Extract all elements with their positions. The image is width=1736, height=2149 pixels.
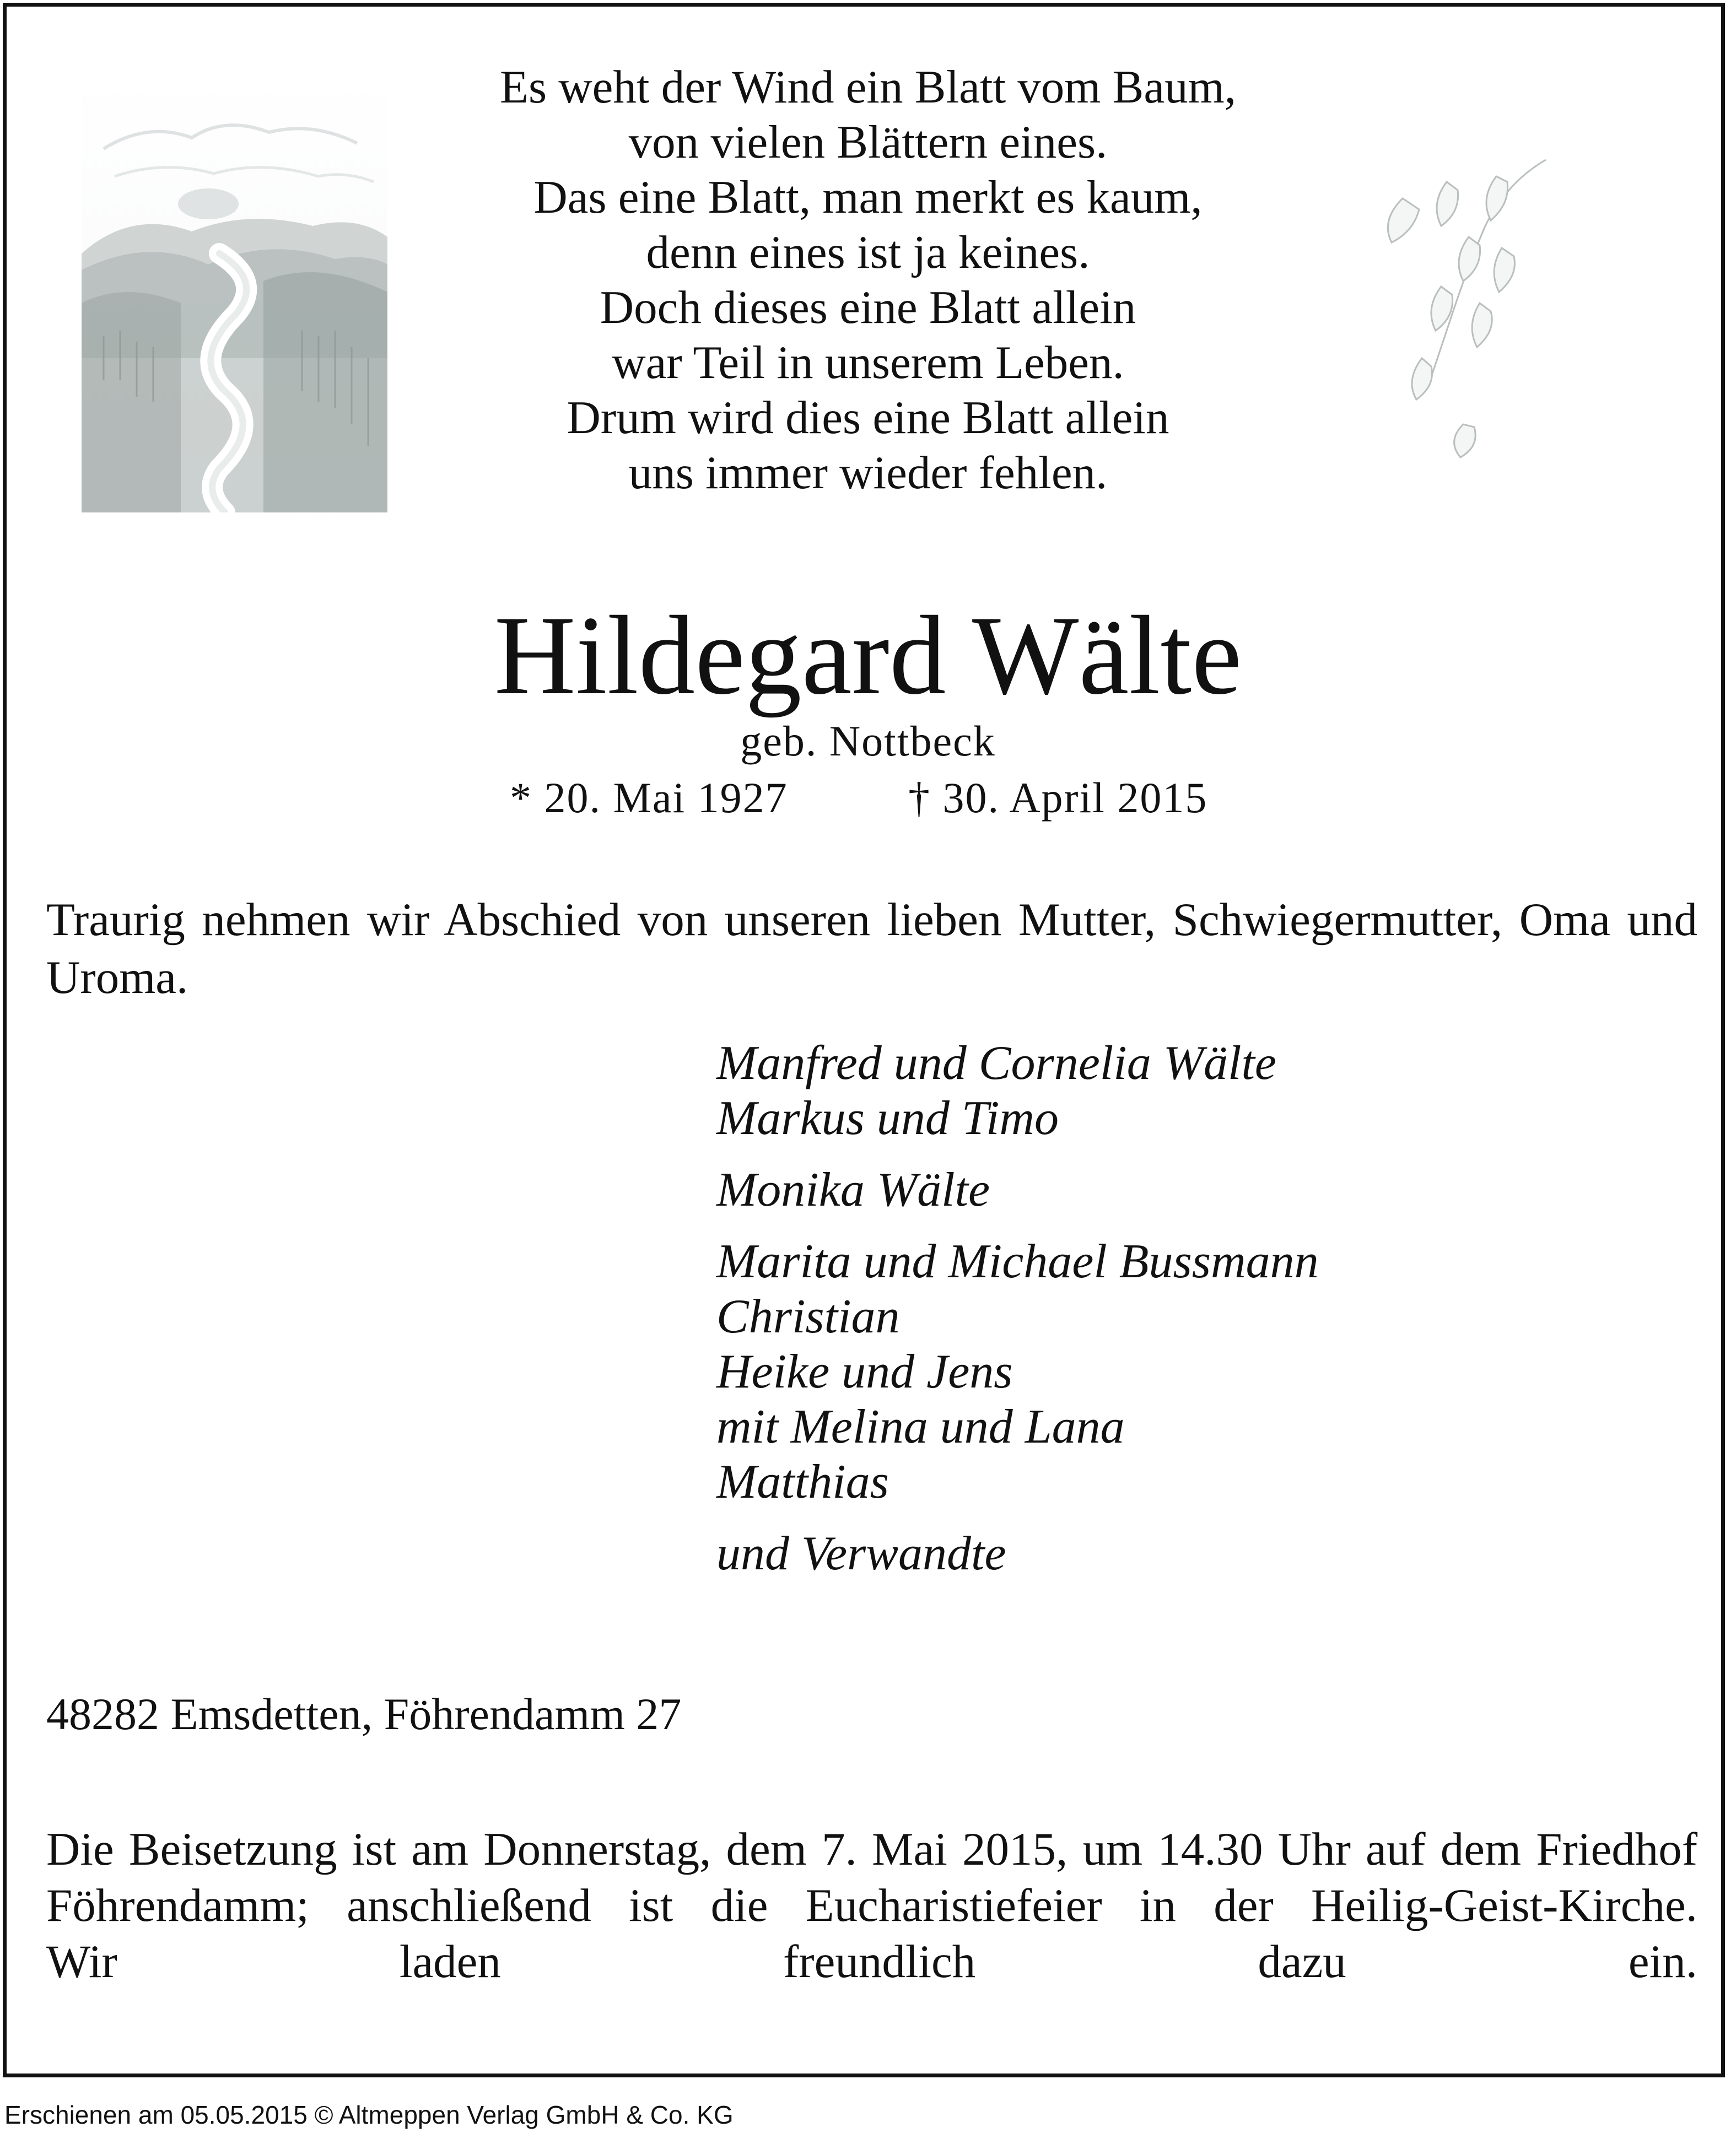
birth-date: * 20. Mai 1927 <box>510 774 788 822</box>
deceased-name: Hildegard Wälte <box>494 593 1242 718</box>
death-date: † 30. April 2015 <box>908 774 1208 822</box>
service-line: Föhrendamm; anschließend ist die Eucharistiefeier in der Heilig-Geist-Kirche. <box>46 1880 1697 1931</box>
address: 48282 Emsdetten, Föhrendamm 27 <box>46 1689 682 1739</box>
poem-line: uns immer wieder fehlen. <box>628 447 1108 499</box>
family-member: Marita und Michael Bussmann <box>716 1235 1319 1288</box>
maiden-name: geb. Nottbeck <box>740 717 996 765</box>
poem-line: Doch dieses eine Blatt allein <box>600 282 1136 333</box>
family-member: Manfred und Cornelia Wälte <box>716 1036 1276 1090</box>
poem-line: Drum wird dies eine Blatt allein <box>567 392 1169 444</box>
family-group <box>716 1163 1319 1218</box>
family-member: mit Melina und Lana <box>716 1400 1125 1454</box>
family-group <box>716 1526 1319 1581</box>
service-line: Die Beisetzung ist am Donnerstag, dem 7. Mai 2015, um 14.30 Uhr auf dem Friedhof <box>46 1823 1697 1875</box>
poem-line: von vielen Blättern eines. <box>628 116 1108 168</box>
family-member: Christian <box>716 1290 900 1343</box>
family-group <box>716 1234 1319 1510</box>
family-member: Markus und Timo <box>716 1092 1059 1145</box>
family-member: und Verwandte <box>716 1527 1006 1580</box>
poem <box>0 60 1736 500</box>
poem-line: Das eine Blatt, man merkt es kaum, <box>533 171 1203 223</box>
family-member: Matthias <box>716 1455 889 1509</box>
service-line: Wir laden freundlich dazu ein. <box>46 1936 1697 1988</box>
farewell-text: Traurig nehmen wir Abschied von unseren lieben Mutter, Schwiegermutter, Oma und Uroma. <box>46 894 1697 1003</box>
funeral-service-text <box>46 1821 1697 1990</box>
poem-line: war Teil in unserem Leben. <box>612 337 1124 388</box>
family-member: Monika Wälte <box>716 1163 990 1217</box>
family-member: Heike und Jens <box>716 1345 1013 1399</box>
poem-line: denn eines ist ja keines. <box>646 226 1090 278</box>
publication-footer: Erschienen am 05.05.2015 © Altmeppen Verlag GmbH & Co. KG <box>4 2101 734 2129</box>
family-list <box>716 1036 1319 1598</box>
poem-line: Es weht der Wind ein Blatt vom Baum, <box>500 61 1236 113</box>
family-group <box>716 1036 1319 1146</box>
